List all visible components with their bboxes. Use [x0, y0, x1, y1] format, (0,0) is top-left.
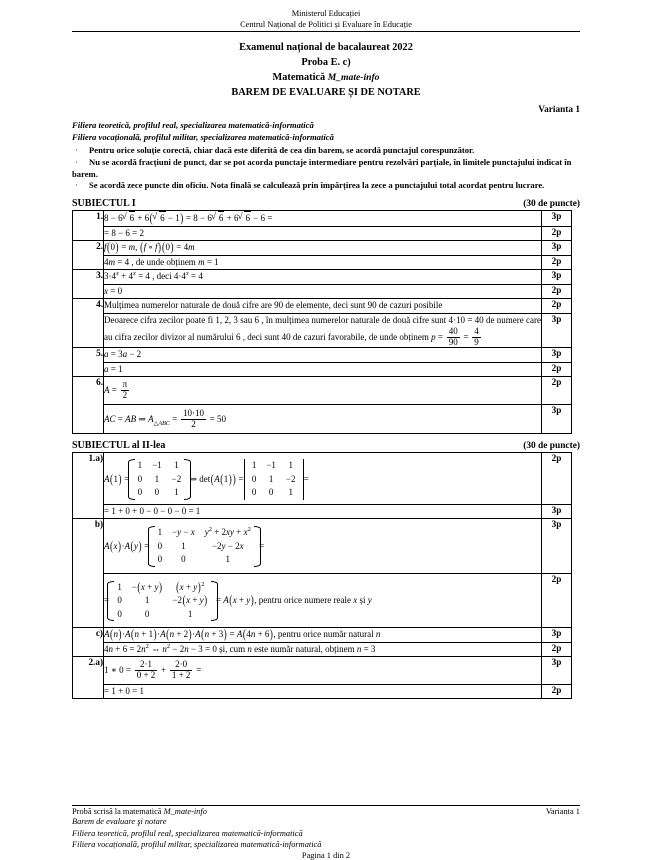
item-solution-line: $4n + 6 = 2n^2$ ⇔ $n^2 - 2n - 3 = 0$ și, cum n este număr natural, obținem n = 3 [104, 642, 542, 657]
item-solution-line: a = 3a − 2 [104, 348, 542, 363]
section-points-2: (30 de puncte) [523, 441, 580, 452]
barem-table-2 [72, 452, 572, 699]
exam-title: Examenul național de bacalaureat 2022 [239, 42, 413, 54]
masthead-divider [72, 31, 580, 32]
item-points: 3p [542, 211, 572, 227]
item-number: c) [73, 628, 104, 657]
title-block [72, 41, 580, 101]
table-row [73, 255, 572, 270]
section-header-2 [72, 440, 580, 451]
page-content [72, 8, 580, 699]
item-solution-line: A(n)·A(n + 1)·A(n + 2)·A(n + 3) = A(4n + 6), pentru orice număr natural n [104, 628, 542, 643]
item-number: 3. [73, 270, 104, 299]
note-item [72, 145, 580, 157]
footer-variant: Varianta 1 [545, 807, 580, 816]
item-number: 6. [73, 377, 104, 434]
table-row [73, 684, 572, 699]
item-solution-line: = 1 + 0 = 1 [104, 684, 542, 699]
ministry-line: Ministerul Educației [291, 9, 361, 18]
item-points: 2p [542, 684, 572, 699]
table-row [73, 226, 572, 241]
page-footer [72, 805, 580, 860]
table-row [73, 453, 572, 505]
table-row [73, 519, 572, 574]
item-points: 2p [542, 453, 572, 505]
item-solution-line: A(x)·A(y) = 1 −y − x $y^2 + 2xy + x^2$ 0 1 −2y − 2x 0 0 1 = [104, 519, 542, 574]
item-solution-line: 4m = 4 , de unde obținem m = 1 [104, 255, 542, 270]
item-points: 2p [542, 642, 572, 657]
item-solution-line: A = $\frac{\pi}{2}$ [104, 377, 542, 404]
item-points: 3p [542, 270, 572, 285]
table-row [73, 377, 572, 404]
item-points: 2p [542, 299, 572, 314]
footer-filiera-vocationala: Filiera vocațională, profilul militar, specializarea matematică-informatică [72, 840, 322, 850]
item-solution-line: Mulțimea numerelor naturale de două cifre are 90 de elemente, deci sunt 90 de cazuri posibile [104, 299, 542, 314]
item-number: 1.a) [73, 453, 104, 519]
table-row [73, 573, 572, 628]
item-points: 2p [542, 255, 572, 270]
section-points-1: (30 de puncte) [523, 199, 580, 210]
barem-title: BAREM DE EVALUARE ȘI DE NOTARE [231, 86, 421, 98]
footer-exam-label [72, 807, 207, 816]
item-solution-line: x = 0 [104, 284, 542, 299]
note-text-2: Nu se acordă fracțiuni de punct, dar se pot acorda punctaje intermediare pentru rezolvări parțiale, în limitele punctajului indicat în barem. [72, 156, 572, 179]
table-row [73, 657, 572, 684]
item-solution-line: 8 − 6 √ 6 + 6( √ 6 − 1) = 8 − 6 √ 6 + 6 √ 6 − 6 = [104, 211, 542, 227]
table-row [73, 211, 572, 227]
item-points: 3p [542, 404, 572, 433]
table-row [73, 348, 572, 363]
item-points: 2p [542, 362, 572, 377]
table-row [73, 642, 572, 657]
table-row [73, 313, 572, 348]
section-title-2: SUBIECTUL al II-lea [72, 440, 166, 452]
table-row [73, 404, 572, 433]
bullet-icon: · [75, 156, 78, 167]
item-number: 5. [73, 348, 104, 377]
item-points: 2p [542, 284, 572, 299]
determinant-a1: 1 −1 1 0 1 −2 0 0 1 [247, 459, 301, 500]
item-solution-line: a = 1 [104, 362, 542, 377]
footer-divider [72, 805, 580, 806]
item-points: 3p [542, 313, 572, 348]
matrix-product: 1 −y − x $y^2 + 2xy + x^2$ 0 1 −2y − 2x 0 0 1 [153, 526, 256, 567]
item-number: 4. [73, 299, 104, 348]
bullet-icon: · [75, 145, 78, 156]
exam-proba: Proba E. c) [301, 57, 351, 69]
table-row [73, 241, 572, 256]
item-number: b) [73, 519, 104, 628]
table-row [73, 270, 572, 285]
note-text-3: Se acordă zece puncte din oficiu. Nota finală se calculează prin împărțirea la zece a punctajului total acordat pentru lucrare. [89, 180, 545, 191]
footer-filiera-teoretica: Filiera teoretică, profilul real, specializarea matematică-informatică [72, 828, 303, 838]
filiera-block [72, 119, 580, 143]
notes-block [72, 145, 580, 192]
note-item [72, 157, 580, 180]
footer-row-primary [72, 807, 580, 816]
matrix-a1: 1 −1 1 0 1 −2 0 0 1 [133, 459, 187, 500]
item-points: 3p [542, 519, 572, 574]
section-title-1: SUBIECTUL I [72, 198, 136, 210]
filiera-teoretica: Filiera teoretică, profilul real, specializarea matematică-informatică [72, 119, 314, 130]
item-points: 2p [542, 377, 572, 404]
item-solution-line: Deoarece cifra zecilor poate fi 1, 2, 3 sau 6 , în mulțimea numerelor naturale de două cifre sunt 4·10 = 40 de numere care au cifra zecilor divizor al numărului 6 , deci sunt 40 de cazuri favorabile, de unde obținem p = $\frac{40}{90}$ = $\frac{4}{9}$ [104, 314, 541, 347]
page-number: Pagina 1 din 2 [301, 850, 351, 860]
item-points: 3p [542, 241, 572, 256]
item-points: 2p [542, 226, 572, 241]
table-row [73, 284, 572, 299]
item-points: 3p [542, 657, 572, 684]
center-line: Centrul Național de Politici și Evaluare în Educație [240, 20, 412, 30]
item-points: 3p [542, 348, 572, 363]
item-points: 2p [542, 573, 572, 628]
item-solution-line: = 1 −(x + y) $(x + y)^2$ 0 1 −2(x + y) 0 0 1 = A(x + y), pentru orice numere reale x și y [104, 573, 542, 628]
subject-code: M_mate-info [327, 72, 380, 84]
matrix-result: 1 −(x + y) $(x + y)^2$ 0 1 −2(x + y) 0 0 1 [112, 581, 212, 622]
item-solution-line: A(1) = 1 −1 1 0 1 −2 0 0 1 ⇒ det(A(1)) = 1 −1 1 0 1 −2 0 0 1 = [104, 453, 542, 505]
table-row [73, 362, 572, 377]
note-text-1: Pentru orice soluție corectă, chiar dacă este diferită de cea din barem, se acordă punctajul corespunzător. [89, 145, 475, 156]
footer-subject-code: M_mate-info [163, 807, 207, 816]
item-solution-line: = 8 − 6 = 2 [104, 226, 542, 241]
table-row [73, 504, 572, 519]
item-solution-line: f(0) = m, (f ∘ f)(0) = 4m [104, 241, 542, 256]
subject-label: Matematică [272, 72, 328, 84]
bullet-icon: · [75, 180, 78, 191]
filiera-vocationala: Filiera vocațională, profilul militar, specializarea matematică-informatică [72, 132, 334, 143]
item-points: 3p [542, 504, 572, 519]
masthead [72, 8, 580, 30]
item-solution-line: 1 ∗ 0 = $\frac{2\cdot 1}{0 + 2}$ + $\frac{2\cdot 0}{1 + 2}$ = [104, 657, 542, 684]
section-header-1 [72, 198, 580, 209]
item-solution-line: = 1 + 0 + 0 − 0 − 0 − 0 = 1 [104, 504, 542, 519]
footer-barem-line: Barem de evaluare şi notare [72, 817, 167, 826]
item-number: 1. [73, 211, 104, 241]
variant-label: Varianta 1 [538, 104, 580, 115]
table-row [73, 299, 572, 314]
exam-subject [72, 71, 580, 86]
barem-table-1 [72, 210, 572, 434]
footer-exam-text: Probă scrisă la matematică [72, 807, 164, 816]
note-item [72, 180, 580, 192]
table-row [73, 628, 572, 643]
item-number: 2.a) [73, 657, 104, 699]
item-solution-line: AC = AB ⇒ $A_{\triangle ABC}$ = $\frac{10\cdot 10}{2}$ = 50 [104, 404, 542, 433]
item-points: 3p [542, 628, 572, 643]
item-solution-line: $3\cdot 4^x + 4^x = 4$ , deci $4\cdot 4^x = 4$ [104, 270, 542, 285]
item-number: 2. [73, 241, 104, 270]
